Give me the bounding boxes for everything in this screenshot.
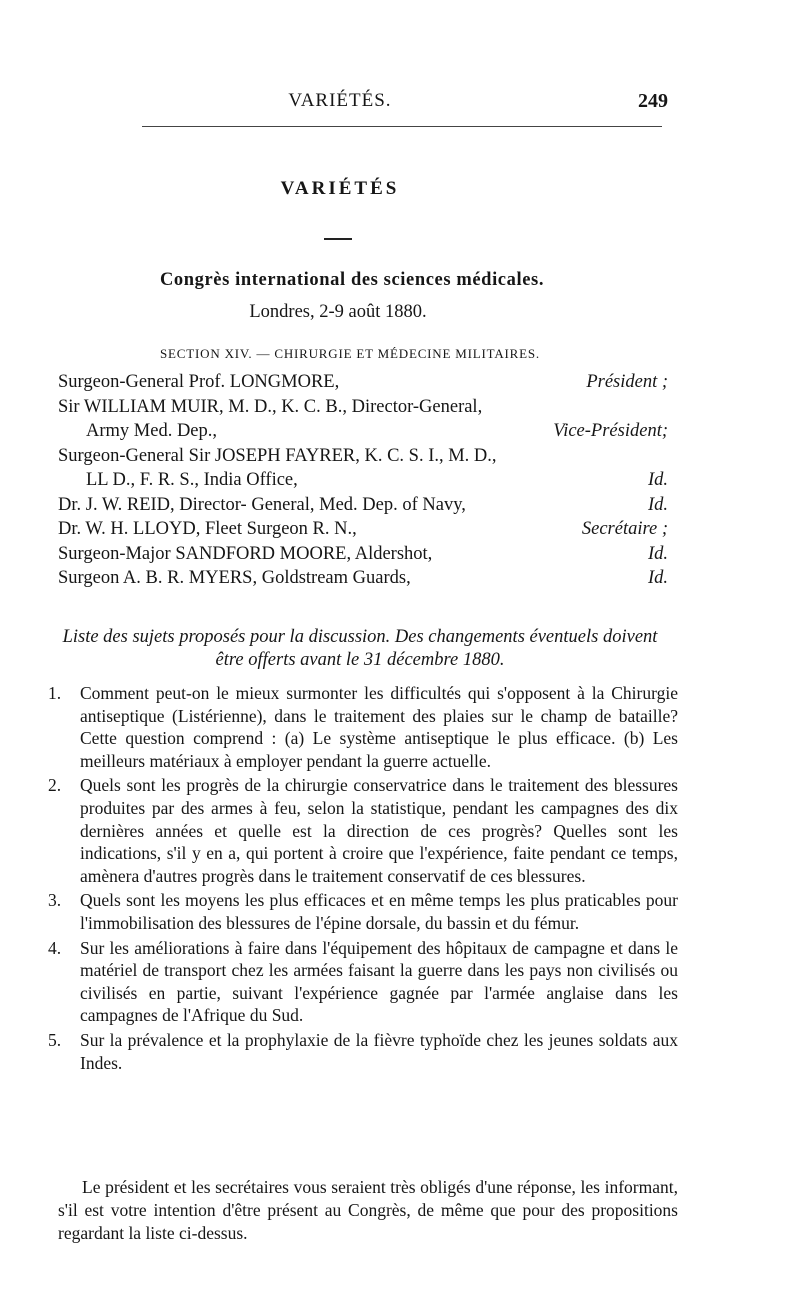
congress-title: Congrès international des sciences médicales. [159,270,545,290]
topic-number: 5. [48,1029,62,1050]
officer-role: Secrétaire ; [581,519,668,539]
topics-list [48,682,678,1076]
officer-entry [58,370,678,395]
topic-number: 2. [48,775,62,796]
topic-item [48,889,678,934]
title-divider [324,238,352,240]
topic-text: Sur les améliorations à faire dans l'équipement des hôpitaux de campagne et dans le matériel de transport chez les armées faisant la guerre dans les pays non civilisés ou civilisés en partie, suivant l'expérience gagnée par l'armée anglaise dans les campagnes de l'Afrique du Sud. [80,937,678,1026]
topic-item [48,682,678,772]
officers-list [58,370,678,591]
officer-entry [58,493,678,518]
officer-role: Id. [647,543,668,564]
topic-text: Quels sont les progrès de la chirurgie conservatrice dans le traitement des blessures produites par des armes à feu, selon la statistique, pendant les campagnes des dix dernières années et quelle est la direction de ces progrès? Quelles sont les indications, s'il y en a, qui portent à croire que l'expérience, faite pendant ce temps, amènera d'autres progrès dans le traitement conservatif de ces blessures. [80,775,678,886]
officer-name: Surgeon-General Sir JOSEPH FAYRER, K. C. S. I., M. D., [58,445,497,466]
officer-name: Dr. W. H. LLOYD, Fleet Surgeon R. N., [58,519,357,539]
officer-entry [58,542,678,567]
officer-entry [58,395,678,444]
topic-text: Quels sont les moyens les plus efficaces et en même temps les plus praticables pour l'immobilisation des blessures de l'épine dorsale, du bassin et du fémur. [80,890,678,933]
officer-name: Sir WILLIAM MUIR, M. D., K. C. B., Director-General, [58,396,483,417]
closing-paragraph: Le président et les secrétaires vous seraient très obligés d'une réponse, les informant, s'il est votre intention d'être présent au Congrès, de même que pour des propositions regardant la liste ci-dessus. [58,1177,678,1243]
officer-role: Id. [647,494,668,515]
officer-name-continued: Army Med. Dep., [86,421,218,441]
officer-role: Vice-Président; [553,421,668,441]
officer-role: Id. [647,568,668,588]
running-header [0,90,800,114]
officer-role: Id. [647,470,668,490]
header-rule [142,126,662,127]
officer-name: Surgeon-General Prof. LONGMORE, [58,372,340,392]
officer-name: Surgeon A. B. R. MYERS, Goldstream Guards, [58,568,411,588]
topic-item [48,937,678,1027]
topic-number: 3. [48,890,62,911]
topic-text: Comment peut-on le mieux surmonter les difficultés qui s'opposent à la Chirurgie antiseptique (Listérienne), dans le traitement des plaies sur le champ de bataille? Cette question comprend : (a) Le système antiseptique le plus efficace. (b) Les meilleurs matériaux à employer pendant la guerre actuelle. [80,683,678,771]
officer-entry [58,517,678,542]
running-title: VARIÉTÉS. [288,90,392,111]
section-heading: SECTION XIV. — CHIRURGIE ET MÉDECINE MILITAIRES. [160,346,540,361]
page-number: 249 [638,90,668,112]
officer-name-continued: LL D., F. R. S., India Office, [86,470,298,490]
topic-item [48,1029,678,1074]
officer-role: Président ; [586,372,668,392]
officer-entry [58,566,678,591]
officer-name: Dr. J. W. REID, Director- General, Med. Dep. of Navy, [58,494,466,515]
topics-intro: Liste des sujets proposés pour la discussion. Des changements éventuels doivent être offerts avant le 31 décembre 1880. [62,627,658,670]
topic-text: Sur la prévalence et la prophylaxie de la fièvre typhoïde chez les jeunes soldats aux Indes. [80,1029,678,1073]
congress-place-date: Londres, 2-9 août 1880. [249,302,427,322]
section-title: VARIÉTÉS [280,178,400,199]
officer-name: Surgeon-Major SANDFORD MOORE, Aldershot, [58,543,433,564]
topic-item [48,774,678,887]
topic-number: 1. [48,683,62,703]
officer-entry [58,444,678,493]
topic-number: 4. [48,937,62,958]
